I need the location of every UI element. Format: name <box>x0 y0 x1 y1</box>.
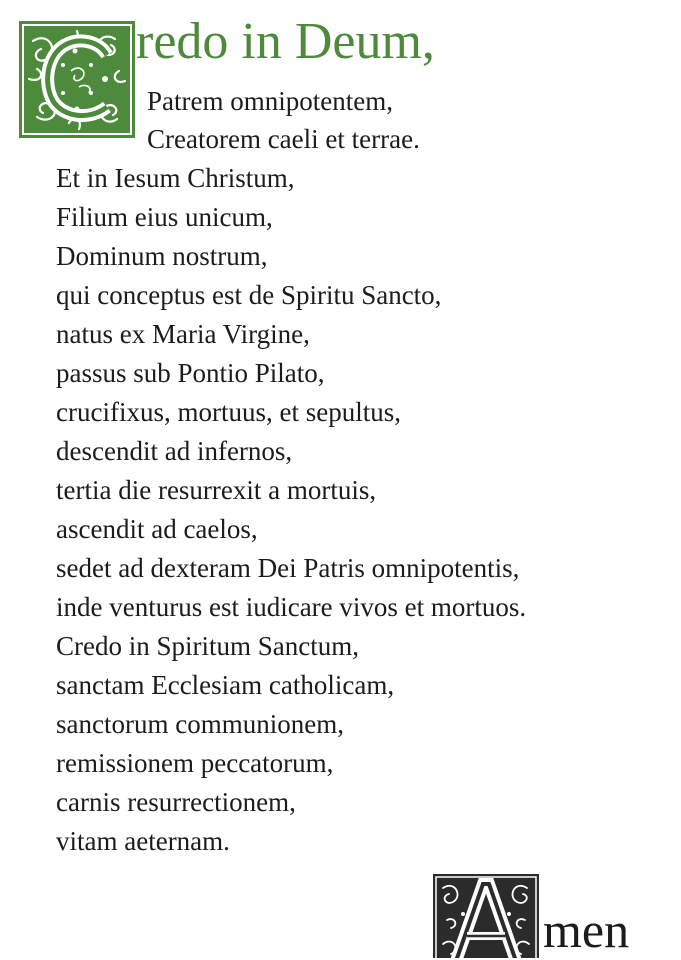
creed-line: Patrem omnipotentem, <box>147 86 393 116</box>
creed-line: descendit ad infernos, <box>56 436 293 466</box>
creed-line: ascendit ad caelos, <box>56 514 258 544</box>
ornamental-initial-c <box>19 21 135 138</box>
creed-line: inde venturus est iudicare vivos et mortuos. <box>56 592 527 622</box>
ornamental-initial-a-icon <box>433 874 539 958</box>
creed-line: remissionem peccatorum, <box>56 748 334 778</box>
creed-line: natus ex Maria Virgine, <box>56 319 310 349</box>
creed-line: sanctam Ecclesiam catholicam, <box>56 670 395 700</box>
creed-line: Et in Iesum Christum, <box>56 163 295 193</box>
creed-line: tertia die resurrexit a mortuis, <box>56 475 377 505</box>
creed-line: sedet ad dexteram Dei Patris omnipotentis, <box>56 553 520 583</box>
creed-line: passus sub Pontio Pilato, <box>56 358 325 388</box>
creed-line: Credo in Spiritum Sanctum, <box>56 631 359 661</box>
creed-line: Filium eius unicum, <box>56 202 273 232</box>
creed-line: vitam aeternam. <box>56 826 230 856</box>
ornamental-initial-c-icon <box>19 21 135 138</box>
creed-line: qui conceptus est de Spiritu Sancto, <box>56 280 442 310</box>
creed-line: crucifixus, mortuus, et sepultus, <box>56 397 401 427</box>
creed-line: Dominum nostrum, <box>56 241 268 271</box>
creed-line: carnis resurrectionem, <box>56 787 296 817</box>
amen-closing: men <box>543 902 630 958</box>
creed-line: sanctorum communionem, <box>56 709 344 739</box>
creed-line: Creatorem caeli et terrae. <box>147 124 420 154</box>
creed-title: redo in Deum, <box>136 13 435 70</box>
ornamental-initial-a <box>433 874 539 958</box>
